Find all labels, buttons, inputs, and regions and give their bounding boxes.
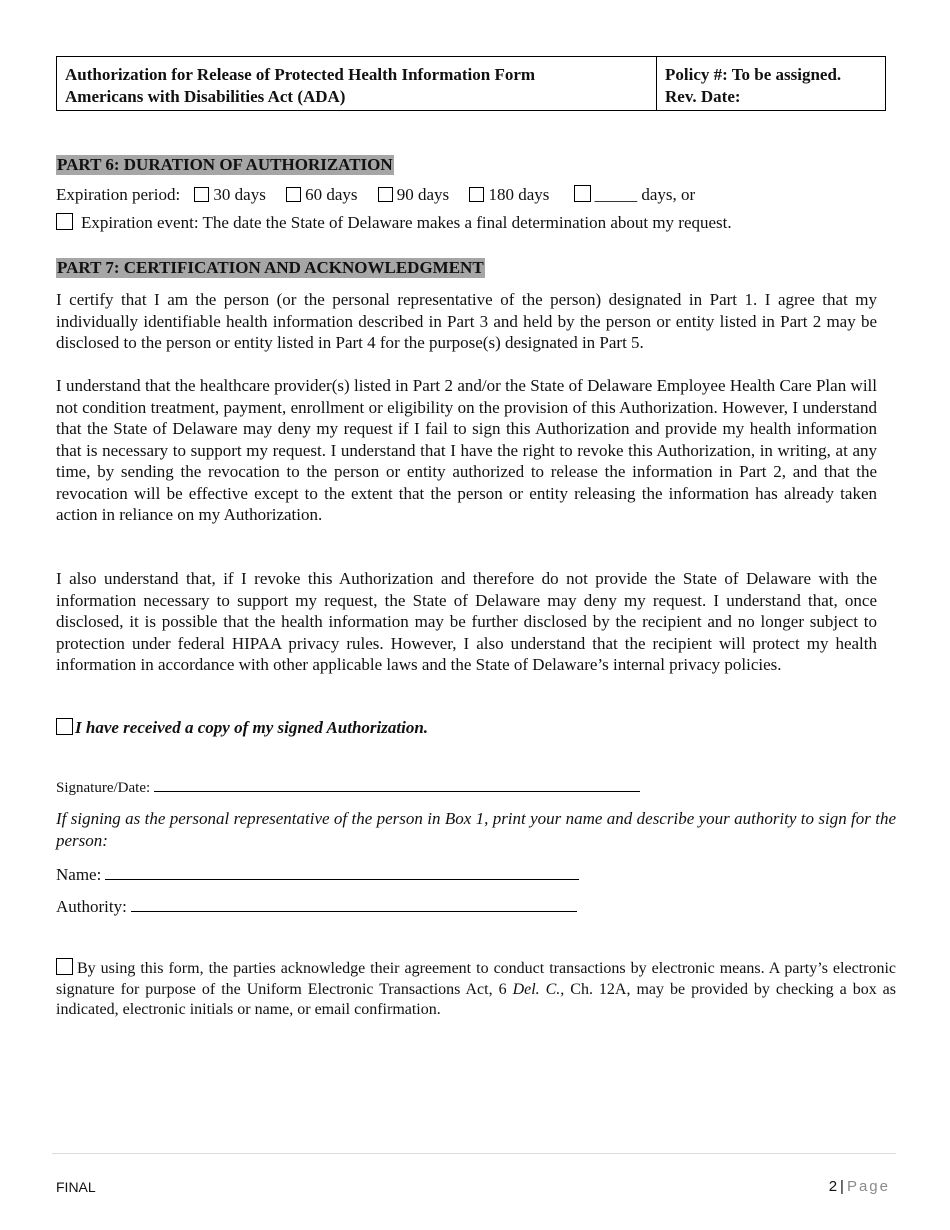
part6-heading: PART 6: DURATION OF AUTHORIZATION [57, 155, 393, 174]
page-number: 2 [828, 1178, 838, 1195]
electronic-signature-consent [56, 958, 896, 1021]
checkbox-30-days[interactable] [194, 187, 209, 202]
signature-row [56, 776, 640, 799]
expiration-period-label: Expiration period: [56, 185, 181, 204]
authority-label: Authority: [56, 897, 127, 916]
name-row [56, 864, 579, 885]
form-subtitle: Americans with Disabilities Act (ADA) [65, 87, 346, 106]
name-field[interactable] [105, 864, 579, 880]
revision-date: Rev. Date: [665, 87, 741, 106]
form-title: Authorization for Release of Protected Health Information Form [65, 65, 536, 84]
option-90-days[interactable] [378, 184, 449, 205]
checkbox-90-days[interactable] [378, 187, 393, 202]
authority-field[interactable] [131, 896, 577, 912]
copy-received-row[interactable] [56, 717, 428, 738]
checkbox-expiration-event[interactable] [56, 213, 73, 230]
footer-status: FINAL [56, 1179, 96, 1195]
page-word: Page [846, 1178, 890, 1195]
authority-row [56, 896, 577, 917]
checkbox-custom-days[interactable] [574, 185, 591, 202]
checkbox-180-days[interactable] [469, 187, 484, 202]
revocation-paragraph: I also understand that, if I revoke this Authorization and therefore do not provide the State of Delaware with the information necessary to support my request, the State of Delaware may deny my request. I understand that, once disclosed, it is possible that the health information may be further disclosed by the recipient and no longer subject to protection under federal HIPAA privacy rules. However, I also understand that the recipient will protect my health information in accordance with other applicable laws and the State of Delaware’s internal privacy policies. [56, 569, 877, 674]
policy-number: Policy #: To be assigned. [665, 65, 842, 84]
part7-heading: PART 7: CERTIFICATION AND ACKNOWLEDGMENT [57, 258, 484, 277]
expiration-period-row [56, 184, 695, 205]
option-30-days[interactable] [194, 184, 265, 205]
signature-date-field[interactable] [154, 776, 640, 792]
option-60-days[interactable] [286, 184, 357, 205]
header-policy-cell [657, 57, 885, 110]
option-60-days-label: 60 days [305, 185, 358, 204]
copy-received-label: I have received a copy of my signed Authorization. [75, 718, 429, 737]
option-180-days-label: 180 days [488, 185, 550, 204]
esign-text-before: By using this form, the parties acknowledge their agreement to conduct transactions by electronic means. A party’s electronic signature for purpose of the Uniform Electronic Transactions Act, 6 [56, 960, 896, 998]
header-title-cell [57, 57, 657, 110]
signature-label: Signature/Date: [56, 780, 151, 796]
footer-divider [52, 1153, 896, 1154]
esign-citation: Del. C., [512, 980, 565, 998]
header-table [56, 56, 886, 111]
understanding-paragraph: I understand that the healthcare provider(s) listed in Part 2 and/or the State of Delaware Employee Health Care Plan will not condition treatment, payment, enrollment or eligibility on the provision of this Authorization. However, I understand that the State of Delaware may deny my request if I fail to sign this Authorization and provide my health information that is necessary to support my request. I understand that I have the right to revoke this Authorization, in writing, at any time, by sending the revocation to the person or entity authorized to release the information in Part 2, and that the revocation will be effective except to the extent that the person or entity releasing the information has already taken action in reliance on my Authorization. [56, 376, 877, 524]
checkbox-electronic-consent[interactable] [56, 958, 73, 975]
esign-text-after: Ch. 12A, may be provided by checking a box as indicated, electronic initials or name, or email confirmation. [56, 980, 896, 1018]
page-separator: | [840, 1178, 844, 1195]
option-custom-days-label: _____ days, or [594, 185, 696, 204]
option-custom-days[interactable] [574, 184, 696, 205]
expiration-event-row[interactable] [56, 212, 732, 233]
checkbox-60-days[interactable] [286, 187, 301, 202]
option-90-days-label: 90 days [396, 185, 450, 204]
option-30-days-label: 30 days [213, 185, 266, 204]
representative-note: If signing as the personal representative of the person in Box 1, print your name and describe your authority to sign for the person: [56, 809, 896, 850]
name-label: Name: [56, 865, 102, 884]
footer-page-number [829, 1178, 890, 1195]
option-180-days[interactable] [469, 184, 549, 205]
certification-paragraph: I certify that I am the person (or the personal representative of the person) designated in Part 1. I agree that my individually identifiable health information described in Part 3 and held by the person or entity listed in Part 2 may be disclosed to the person or entity listed in Part 4 for the purpose(s) designated in Part 5. [56, 290, 877, 352]
checkbox-copy-received[interactable] [56, 718, 73, 735]
expiration-event-label: Expiration event: The date the State of Delaware makes a final determination about my request. [81, 213, 732, 232]
